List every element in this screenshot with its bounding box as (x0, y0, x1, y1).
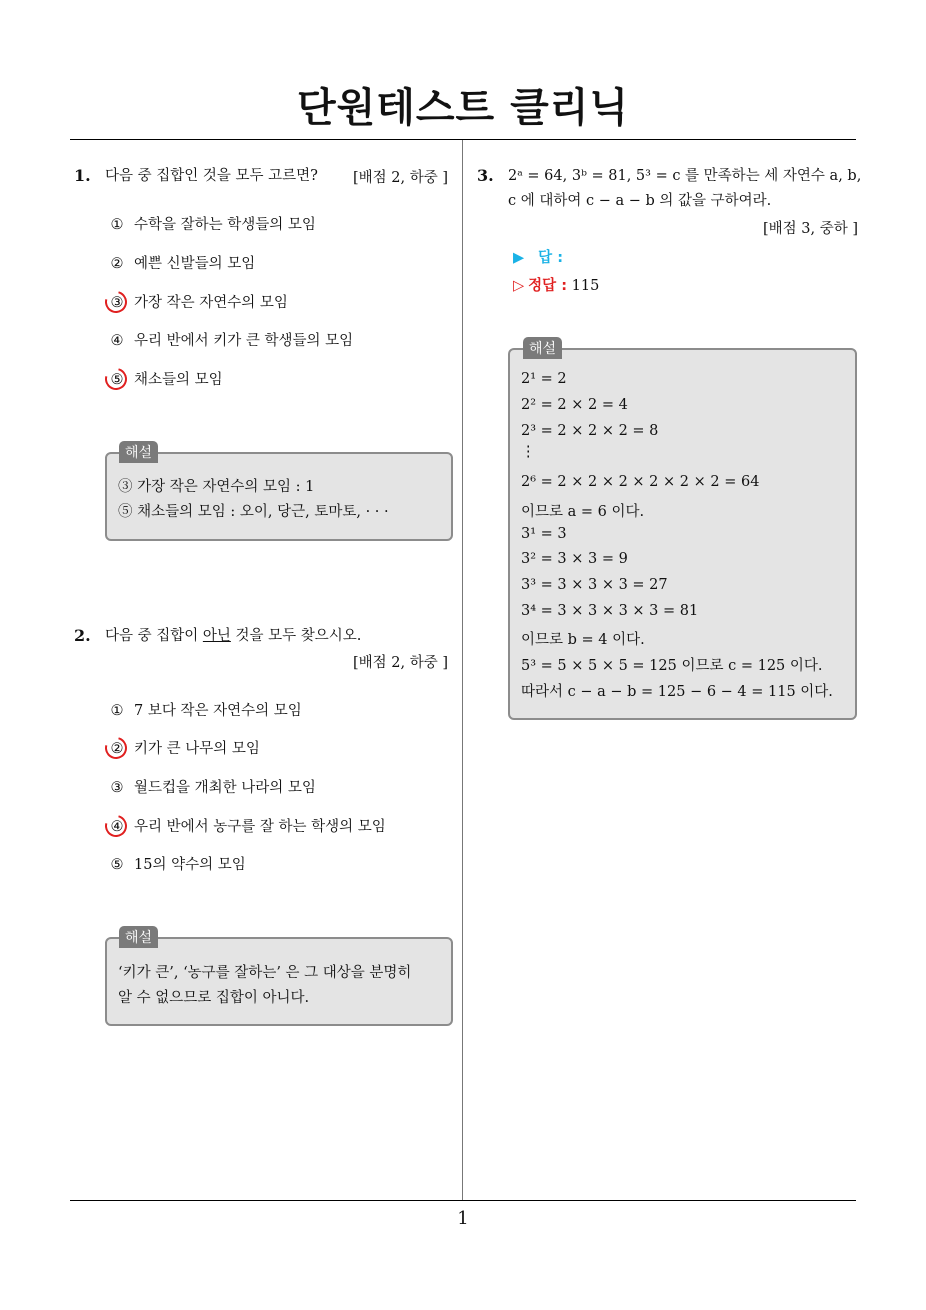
choice-marker: ④ (110, 333, 124, 349)
choice-marker: ① (110, 217, 124, 233)
choice-marker: ① (110, 703, 124, 719)
q3-number: 3. (477, 166, 494, 185)
choice-marker: ② (106, 738, 128, 760)
q3-solution-line: 2⁶ = 2 × 2 × 2 × 2 × 2 × 2 = 64 (521, 474, 760, 490)
q1-choice-1[interactable] (106, 214, 316, 236)
q3-solution-line: 3¹ = 3 (521, 526, 567, 542)
q3-solution-line: 5³ = 5 × 5 × 5 = 125 이므로 c = 125 이다. (521, 658, 823, 674)
q3-correct-row (513, 274, 599, 295)
q3-solution-line: 3⁴ = 3 × 3 × 3 × 3 = 81 (521, 603, 699, 619)
q2-choice-3[interactable] (106, 777, 316, 799)
correct-answer-label: 정답 : (528, 278, 568, 294)
q3-solution-line: 2³ = 2 × 2 × 2 = 8 (521, 423, 659, 439)
q1-solution-line: ⑤ 채소들의 모임 : 오이, 당근, 토마토, · · · (118, 504, 389, 520)
q2-meta: [배점 2, 하중 ] (352, 655, 448, 671)
q3-solution-line: 2¹ = 2 (521, 371, 567, 387)
page-number: 1 (457, 1208, 469, 1229)
q2-choice-1[interactable] (106, 700, 302, 722)
q3-answer-row (513, 246, 563, 267)
choice-text: 우리 반에서 농구를 잘 하는 학생의 모임 (134, 819, 386, 835)
red-circle-mark-icon (101, 364, 131, 394)
column-divider (462, 140, 463, 1201)
choice-marker: ③ (110, 780, 124, 796)
footer-rule (70, 1200, 856, 1201)
q1-solution-box (105, 452, 453, 541)
choice-marker: ⑤ (110, 857, 124, 873)
q1-number: 1. (74, 166, 91, 185)
play-triangle-icon: ▶ (513, 250, 525, 266)
choice-text: 월드컵을 개최한 나라의 모임 (134, 780, 316, 796)
outline-triangle-icon: ▷ (513, 278, 525, 294)
q3-solution-line: 3³ = 3 × 3 × 3 = 27 (521, 577, 668, 593)
q1-choice-5[interactable] (106, 369, 223, 391)
q3-meta: [배점 3, 중하 ] (762, 221, 858, 237)
choice-marker: ② (110, 256, 124, 272)
q3-solution-line: 이므로 b = 4 이다. (521, 632, 645, 648)
q3-solution-line: ⋮ (521, 444, 536, 460)
choice-text: 가장 작은 자연수의 모임 (134, 295, 288, 311)
q1-solution-line: ③ 가장 작은 자연수의 모임 : 1 (118, 479, 315, 495)
choice-text: 키가 큰 나무의 모임 (134, 741, 260, 757)
q3-solution-line: 따라서 c − a − b = 125 − 6 − 4 = 115 이다. (521, 684, 833, 700)
q2-solution-line: 알 수 없으므로 집합이 아니다. (118, 990, 310, 1006)
choice-marker: ③ (106, 292, 128, 314)
q1-meta: [배점 2, 하중 ] (352, 170, 448, 186)
choice-text: 15의 약수의 모임 (134, 857, 246, 873)
red-circle-mark-icon (101, 733, 131, 763)
choice-text: 수학을 잘하는 학생들의 모임 (134, 217, 316, 233)
q3-prompt-line2: c 에 대하여 c − a − b 의 값을 구하여라. (508, 193, 772, 209)
q2-prompt: 다음 중 집합이 아닌 것을 모두 찾으시오. (105, 628, 362, 644)
page-title: 단원테스트 클리닉 (296, 85, 630, 131)
choice-text: 예쁜 신발들의 모임 (134, 256, 256, 272)
q2-choice-4[interactable] (106, 816, 386, 838)
q3-solution-line: 2² = 2 × 2 = 4 (521, 397, 628, 413)
q2-solution-tag: 해설 (119, 926, 158, 948)
q3-solution-line: 이므로 a = 6 이다. (521, 504, 645, 520)
q1-prompt: 다음 중 집합인 것을 모두 고르면? (105, 168, 318, 184)
choice-text: 7 보다 작은 자연수의 모임 (134, 703, 302, 719)
choice-text: 채소들의 모임 (134, 372, 223, 388)
correct-answer-value: 115 (571, 278, 600, 294)
q2-choice-5[interactable] (106, 854, 246, 876)
choice-text: 우리 반에서 키가 큰 학생들의 모임 (134, 333, 354, 349)
q3-solution-line: 3² = 3 × 3 = 9 (521, 551, 628, 567)
answer-label: 답 : (538, 250, 564, 266)
q2-prompt-underlined: 아닌 (202, 628, 231, 644)
q1-solution-tag: 해설 (119, 441, 158, 463)
q1-choice-2[interactable] (106, 253, 255, 275)
header-rule (70, 139, 856, 140)
choice-marker: ⑤ (106, 369, 128, 391)
q2-solution-line: ‘키가 큰’, ‘농구를 잘하는’ 은 그 대상을 분명히 (118, 965, 412, 981)
q3-solution-tag: 해설 (523, 337, 562, 359)
red-circle-mark-icon (101, 811, 131, 841)
q1-choice-3[interactable] (106, 292, 288, 314)
q1-choice-4[interactable] (106, 330, 353, 352)
q2-choice-2[interactable] (106, 738, 260, 760)
q3-prompt-line1: 2ᵃ = 64, 3ᵇ = 81, 5³ = c 를 만족하는 세 자연수 a, b, (508, 168, 862, 184)
red-circle-mark-icon (101, 287, 131, 317)
choice-marker: ④ (106, 816, 128, 838)
q2-number: 2. (74, 626, 91, 645)
